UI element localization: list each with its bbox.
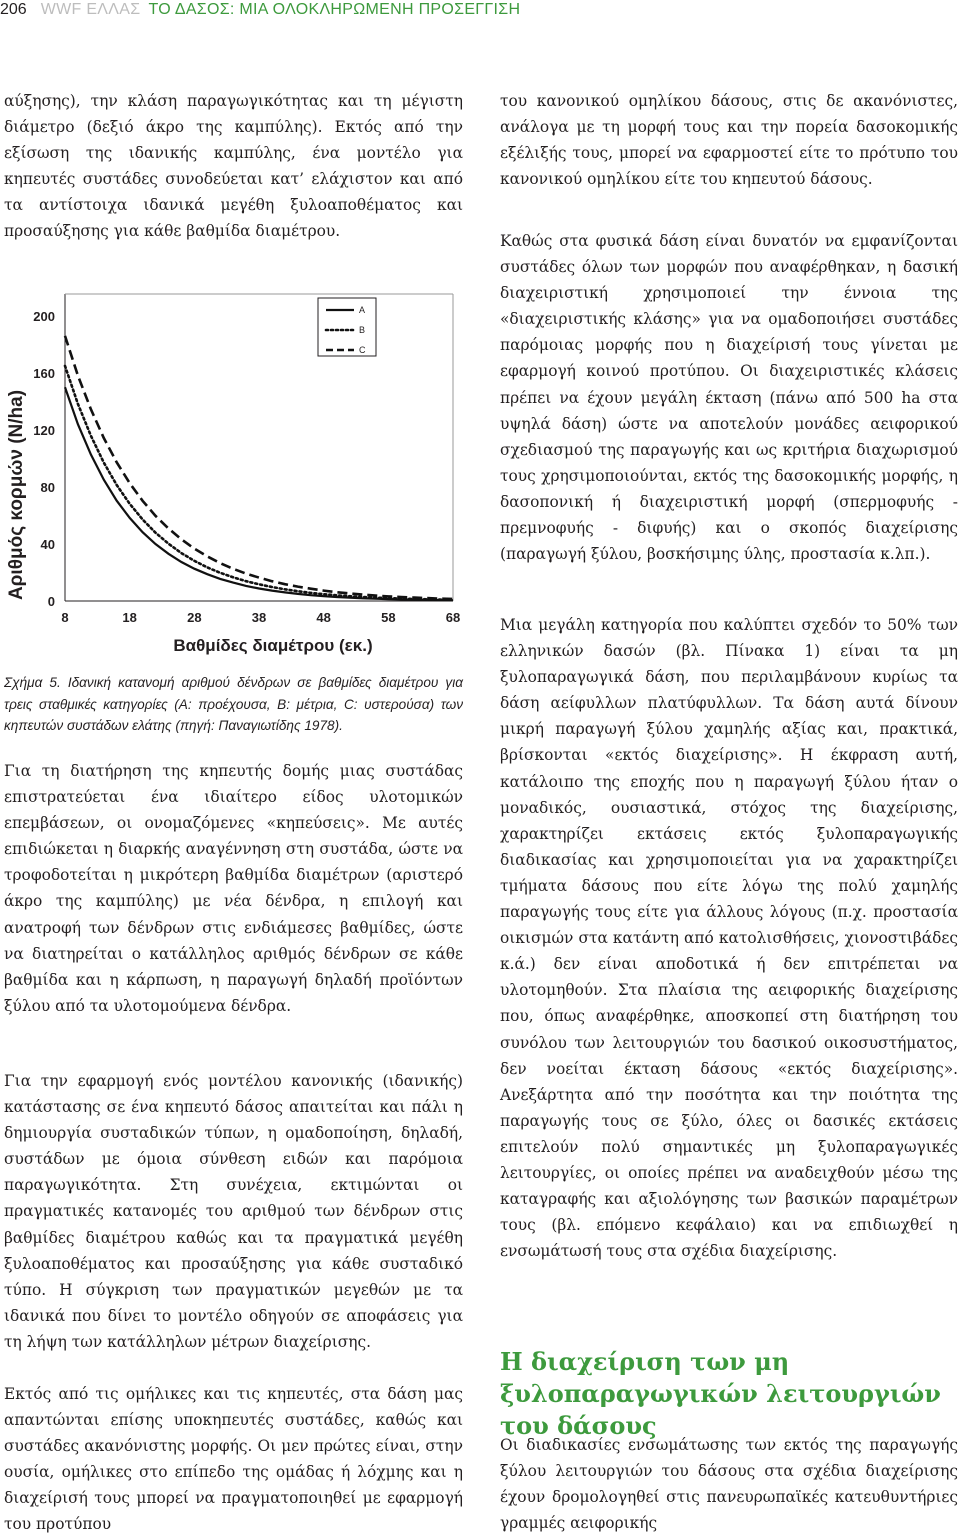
left-paragraph-4: Εκτός από τις ομήλικες και τις κηπευτές, στα δάση μας απαντώνται επίσης υποκηπευτές συστάδες, καθώς και συστάδες ακανόνιστης μορφής. Οι μεν πρώτες είναι, στην ουσία, ομήλικες στο επίπεδο της ομάδας ή λόχμης και η διαχείρισή τους μπορεί να πραγματοποιηθεί με εφαρμογή του προτύπου xyxy=(4,1385,463,1534)
chart-axes xyxy=(33,294,460,625)
x-tick-label: 18 xyxy=(122,610,137,625)
x-tick-label: 38 xyxy=(251,610,267,625)
y-tick-label: 200 xyxy=(33,309,55,324)
series-line-c xyxy=(65,336,453,599)
right-paragraph-4: Οι διαδικασίες ενσωμάτωσης των εκτός της παραγωγής ξύλου λειτουργιών του δάσους στα σχέδια διαχείρισης έχουν δρομολογηθεί στις πανευρωπαϊκές κατευθυντήριες γραμμές αειφορικής xyxy=(500,1436,958,1533)
right-paragraph-3: Μια μεγάλη κατηγορία που καλύπτει σχεδόν το 50% των ελληνικών δασών (βλ. Πίνακα 1) είναι τα μη ξυλοπαραγωγικά δάση, που περιλαμβάνουν κυρίως τα δάση αείφυλλων πλατύφυλλων. Τα δάση αυτά δίνουν μικρή παραγωγή ξύλου χαμηλής αξίας και, πρακτικά, βρίσκονται «εκτός διαχείρισης». Η έκφραση αυτή, κατάλοιπο της εποχής που η παραγωγή ξύλου ήταν ο μοναδικός, ουσιαστικά, στόχος της διαχείρισης, χαρακτηρίζει εκτάσεις εκτός ξυλοπαραγωγικής διαδικασίας και χρησιμοποιείται για να χαρακτηρίζει τμήματα δάσους που είτε λόγω της πολύ χαμηλής παραγωγής τους είτε για άλλους λόγους (π.χ. προστασία οικισμών στα κατάντη από κατολισθήσεις, χιονοστιβάδες κ.ά.) δεν είναι αποδοτικά ή δεν επιτρέπεται να υλοτομηθούν. Στα πλαίσια της αειφορικής διαχείρισης που, όπως αναφέρθηκε, αποσκοπεί στη διατήρηση του συνόλου των λειτουργιών του δασικού οικοσυστήματος, δεν νοείται έκταση δάσους «εκτός διαχείρισης». Ανεξάρτητα από την ποσότητα και την ποιότητα της παραγωγής τους σε ξύλο, όλες οι δασικές εκτάσεις επιτελούν πολύ σημαντικές μη ξυλοπαραγωγικές λειτουργίες, οι οποίες πρέπει να αναδειχθούν μέσω της καταγραφής και αξιολόγησης των βασικών παραμέτρων τους (βλ. επόμενο κεφάλαιο) και να επιδιωχθεί η ενσωμάτωσή τους στα σχέδια διαχείρισης. xyxy=(500,616,958,1261)
figure-caption xyxy=(4,672,463,737)
section-heading: Η διαχείριση των μη ξυλοπαραγωγικών λειτουργιών του δάσους xyxy=(500,1347,941,1440)
x-tick-label: 58 xyxy=(381,610,396,625)
figure-caption-text: Ιδανική κατανομή αριθμού δένδρων σε βαθμίδες διαμέτρου για τρεις σταθμικές κατηγορίες (Α: προέχουσα, Β: μέτρια, C: υστερούσα) των κηπευτών συστάδων ελάτης (πηγή: Παναγιωτίδης 1978). xyxy=(4,675,464,733)
right-paragraph-2: Καθώς στα φυσικά δάση είναι δυνατόν να εμφανίζονται συστάδες όλων των μορφών που αναφέρθηκαν, η δασική διαχειριστική χρησιμοποιεί την έννοια της «διαχειριστικής κλάσης» για να ομαδοποιήσει συστάδες παρόμοιας μορφής που η διαχείρισή τους γίνεται με εφαρμογή κοινού προτύπου. Οι διαχειριστικές κλάσεις πρέπει να έχουν μεγάλη έκταση (πάνω από 500 ha στα υψηλά δάση) ώστε να αποτελούν μονάδες αειφορικού σχεδιασμού της παραγωγής και ως κριτήρια διαχωρισμού τους χρησιμοποιούνται, εκτός της δασοκομικής μορφής, η δασοπονική ή διαχειριστική μορφή (σπερμοφυής - πρεμνοφυής - διφυής) και ο σκοπός διαχείρισης (παραγωγή ξύλου, βοσκήσιμης ύλης, προστασία κ.λπ.). xyxy=(500,232,958,564)
page-number: 206 xyxy=(0,1,27,18)
legend-label: B xyxy=(359,325,366,335)
running-header xyxy=(0,0,520,20)
x-tick-label: 68 xyxy=(445,610,461,625)
header-publisher: WWF ΕΛΛΑΣ xyxy=(40,1,141,18)
legend-label: C xyxy=(359,345,366,355)
x-axis-label: Βαθμίδες διαμέτρου (εκ.) xyxy=(173,636,373,655)
right-paragraph-1: του κανονικού ομηλίκου δάσους, στις δε ακανόνιστες, ανάλογα με τη μορφή τους και την πορεία δασοκομικής εξέλιξής τους, μπορεί να εφαρμοστεί είτε το πρότυπο του κανονικού ομηλίκου είτε του κηπευτού δάσους. xyxy=(500,92,958,189)
left-paragraph-3: Για την εφαρμογή ενός μοντέλου κανονικής (ιδανικής) κατάστασης σε ένα κηπευτό δάσος απαιτείται και πάλι η δημιουργία συσταδικών τύπων, η ομαδοποίηση, δηλαδή, συστάδων με όμοια σύνθεση ειδών και παρόμοια παραγωγικότητα. Στη συνέχεια, εκτιμώνται οι πραγματικές κατανομές του αριθμού των δένδρων στις βαθμίδες διαμέτρου καθώς και τα πραγματικά μεγέθη ξυλοαποθέματος και προσαύξησης για κάθε συσταδικό τύπο. Η σύγκριση των πραγματικών μεγεθών με τα ιδανικά που δίνει το μοντέλο οδηγούν σε αποφάσεις για τη λήψη των κατάλληλων μέτρων διαχείρισης. xyxy=(4,1072,463,1351)
x-tick-label: 48 xyxy=(316,610,331,625)
chart-legend xyxy=(318,298,376,356)
figure-label: Σχήμα 5. xyxy=(4,675,61,690)
diameter-distribution-chart xyxy=(0,280,470,662)
left-paragraph-2: Για τη διατήρηση της κηπευτής δομής μιας συστάδας επιστρατεύεται ένα ιδιαίτερο είδος υλοτομικών επεμβάσεων, οι ονομαζόμενες «κηπεύσεις». Με αυτές επιδιώκεται η διαρκής αναγέννηση στη συστάδα, ώστε να τροφοδοτείται η μικρότερη βαθμίδα διαμέτρων (αριστερό άκρο της καμπύλης) με νέα δένδρα, η επιλογή και ανατροφή των δένδρων στις ενδιάμεσες βαθμίδες, ώστε να διατηρείται ο κατάλληλος αριθμός δένδρων σε κάθε βαθμίδα και η κάρπωση, η παραγωγή δηλαδή προϊόντων ξύλου από τα υλοτομούμενα δένδρα. xyxy=(4,762,463,1015)
legend-label: A xyxy=(359,305,366,315)
y-axis-label: Αριθμός κορμών (N/ha) xyxy=(6,389,27,601)
y-tick-label: 160 xyxy=(33,366,55,381)
header-book-title: ΤΟ ΔΑΣΟΣ: ΜΙΑ ΟΛΟΚΛΗΡΩΜΕΝΗ ΠΡΟΣΕΓΓΙΣΗ xyxy=(148,1,521,18)
y-tick-label: 0 xyxy=(47,594,55,609)
x-tick-label: 28 xyxy=(187,610,202,625)
left-paragraph-1: αύξησης), την κλάση παραγωγικότητας και τη μέγιστη διάμετρο (δεξιό άκρο της καμπύλης). Εκτός από την εξίσωση της ιδανικής καμπύλης, ένα μοντέλο για κηπευτές συστάδες συνοδεύεται κατ’ ελάχιστον και από τα αντίστοιχα ιδανικά μεγέθη ξυλοαποθέματος και προσαύξησης για κάθε βαθμίδα διαμέτρου. xyxy=(4,92,463,241)
chart-series xyxy=(65,336,453,600)
y-tick-label: 80 xyxy=(40,480,55,495)
y-tick-label: 40 xyxy=(40,537,55,552)
y-tick-label: 120 xyxy=(33,423,55,438)
x-tick-label: 8 xyxy=(61,610,69,625)
legend-box xyxy=(318,298,376,356)
series-line-b xyxy=(65,366,453,600)
